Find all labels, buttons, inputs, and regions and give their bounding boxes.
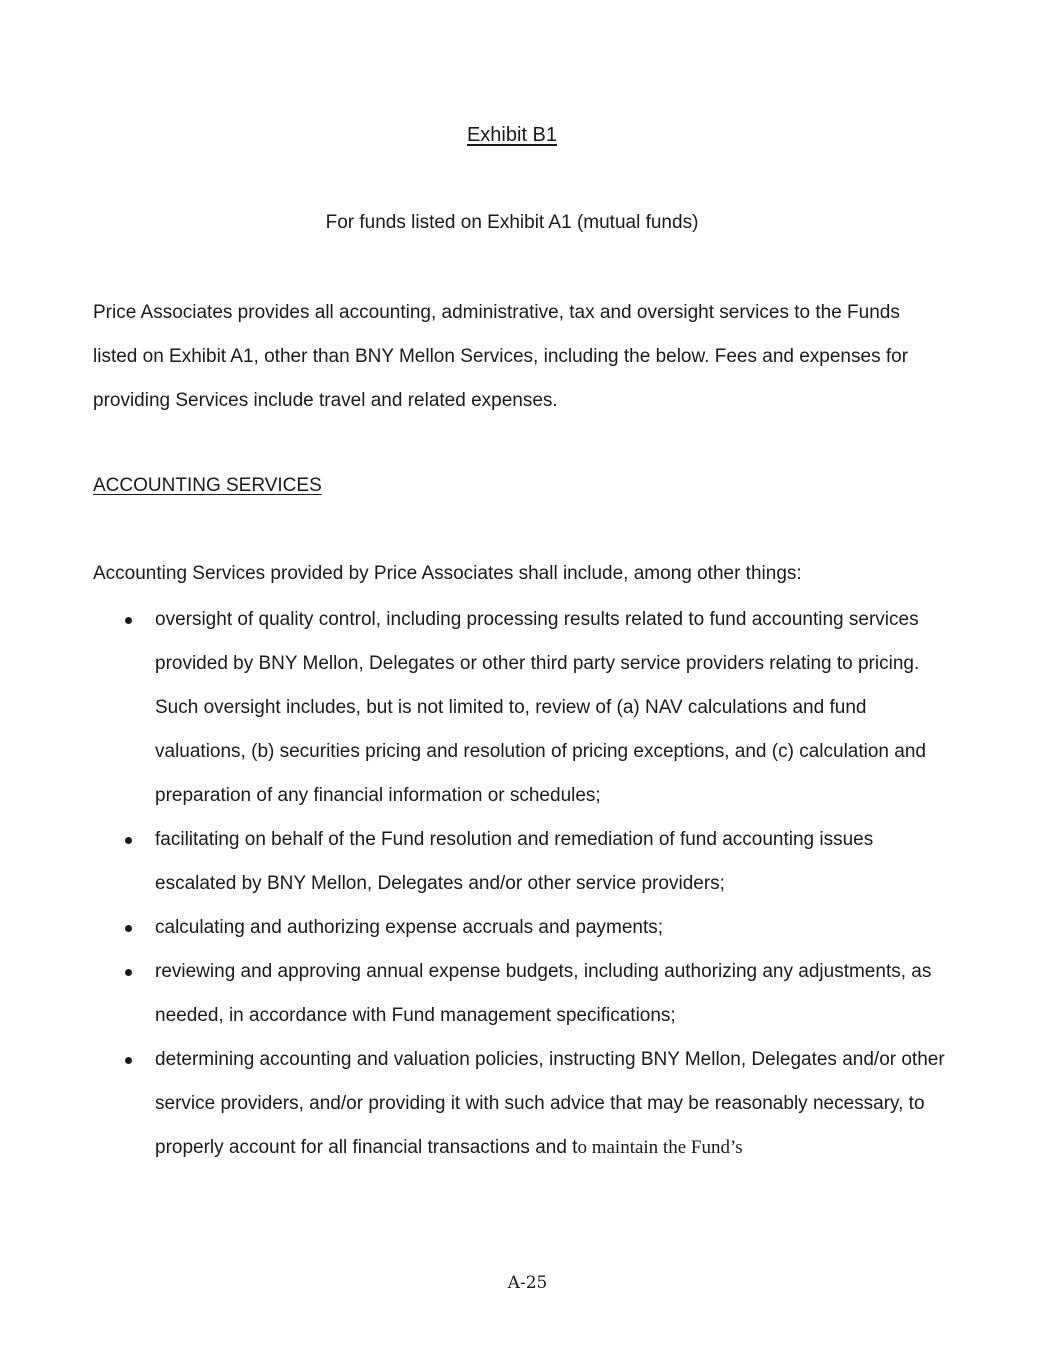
section-heading-accounting-services: ACCOUNTING SERVICES <box>93 475 322 496</box>
bullet-icon <box>125 837 132 844</box>
list-item <box>155 598 945 818</box>
bullet-icon <box>125 969 132 976</box>
list-item-text: determining accounting and valuation policies, instructing BNY Mellon, Delegates and/or other service providers, and/or providing it with such advice that may be reasonably necessary, to properly account for all financial transactions and t <box>155 1049 945 1158</box>
intro-paragraph: Price Associates provides all accounting, administrative, tax and oversight services to the Funds listed on Exhibit A1, other than BNY Mellon Services, including the below. Fees and expenses for providing Services include travel and related expenses. <box>93 302 909 411</box>
list-item-text: facilitating on behalf of the Fund resolution and remediation of fund accounting issues escalated by BNY Mellon, Delegates and/or other service providers; <box>155 829 874 894</box>
list-item-text: reviewing and approving annual expense budgets, including authorizing any adjustments, as needed, in accordance with Fund management specifications; <box>155 961 932 1026</box>
bullet-icon <box>125 925 132 932</box>
list-item <box>155 818 945 906</box>
list-item-text-tail: o maintain the Fund’s <box>577 1137 743 1158</box>
bullet-icon <box>125 1057 132 1064</box>
list-item <box>155 906 945 950</box>
exhibit-subtitle: For funds listed on Exhibit A1 (mutual funds) <box>325 212 699 233</box>
exhibit-title: Exhibit B1 <box>466 124 558 146</box>
bullet-icon <box>125 617 132 624</box>
page-number: A-25 <box>507 1273 548 1293</box>
list-item-text: calculating and authorizing expense accruals and payments; <box>155 917 664 938</box>
accounting-services-list <box>155 598 945 1170</box>
accounting-services-lead: Accounting Services provided by Price Associates shall include, among other things: <box>93 563 802 584</box>
list-item <box>155 950 945 1038</box>
list-item-text: oversight of quality control, including processing results related to fund accounting services provided by BNY Mellon, Delegates or other third party service providers relating to pricing. Such oversight includes, but is not limited to, review of (a) NAV calculations and fund valuations, (b) securities pricing and resolution of pricing exceptions, and (c) calculation and preparation of any financial information or schedules; <box>155 609 926 806</box>
list-item <box>155 1038 945 1170</box>
